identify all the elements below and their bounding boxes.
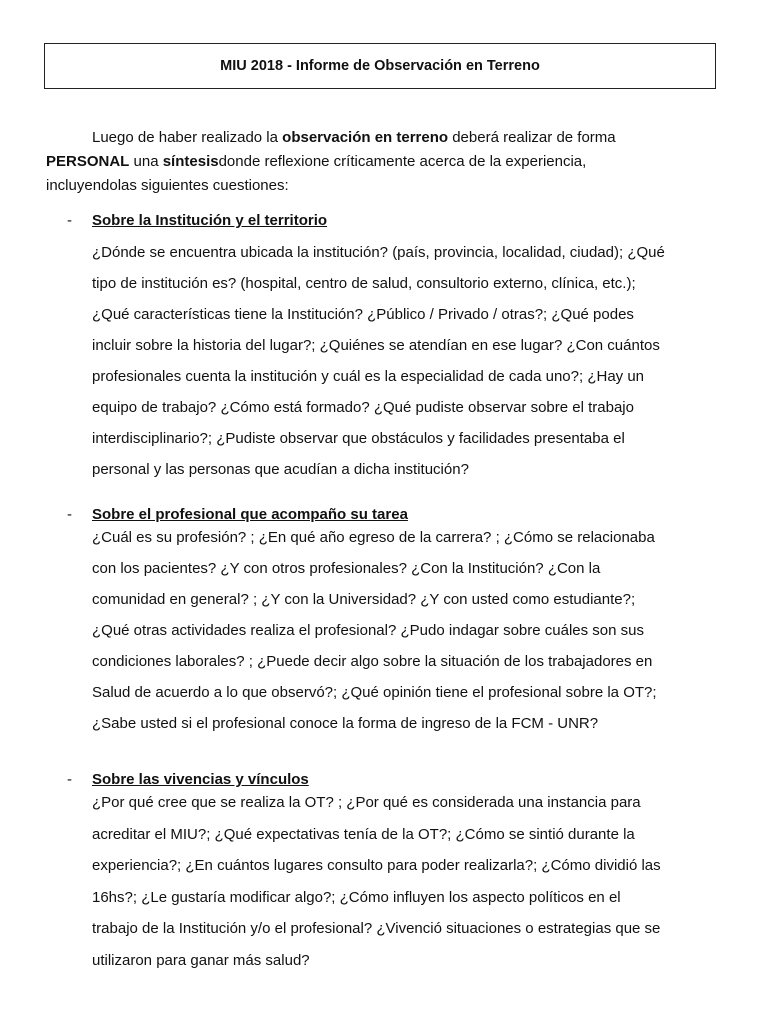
section-line: equipo de trabajo? ¿Cómo está formado? ¿Qué pudiste observar sobre el trabajo xyxy=(92,399,634,416)
section-body xyxy=(92,787,732,976)
section-body xyxy=(92,237,732,485)
document-title-box xyxy=(44,43,716,89)
intro-bold-text: síntesis xyxy=(162,153,219,170)
section-line: interdisciplinario?; ¿Pudiste observar que obstáculos y facilidades presentaba el xyxy=(92,430,625,447)
section-line: 16hs?; ¿Le gustaría modificar algo?; ¿Cómo influyen los aspecto políticos en el xyxy=(92,888,621,906)
section-line: utilizaron para ganar más salud? xyxy=(92,951,310,969)
section-bullet: - xyxy=(67,506,72,523)
section-line: incluir sobre la historia del lugar?; ¿Quiénes se atendían en ese lugar? ¿Con cuántos xyxy=(92,337,660,354)
section-line: Salud de acuerdo a lo que observó?; ¿Qué opinión tiene el profesional sobre la OT?; xyxy=(92,684,657,701)
intro-text: donde reflexione críticamente acerca de la experiencia, xyxy=(218,153,587,170)
section-line: personal y las personas que acudían a dicha institución? xyxy=(92,461,469,478)
intro-text: Luego de haber realizado la xyxy=(92,129,283,146)
section-heading: Sobre las vivencias y vínculos xyxy=(92,771,309,788)
intro-line-1 xyxy=(46,126,726,150)
section-line: ¿Cuál es su profesión? ; ¿En qué año egreso de la carrera? ; ¿Cómo se relacionaba xyxy=(92,529,655,546)
section-body xyxy=(92,522,732,739)
section-bullet: - xyxy=(67,212,72,229)
intro-bold-text: PERSONAL xyxy=(46,153,130,170)
section-line: acreditar el MIU?; ¿Qué expectativas tenía de la OT?; ¿Cómo se sintió durante la xyxy=(92,825,635,843)
section-line: trabajo de la Institución y/o el profesional? ¿Vivenció situaciones o estrategias que se xyxy=(92,920,661,937)
section-line: ¿Qué otras actividades realiza el profesional? ¿Pudo indagar sobre cuáles son sus xyxy=(92,622,644,639)
intro-line-2 xyxy=(46,150,726,174)
section-bullet: - xyxy=(67,771,72,788)
section-heading: Sobre la Institución y el territorio xyxy=(92,212,328,229)
section-line: tipo de institución es? (hospital, centro de salud, consultorio externo, clínica, etc.); xyxy=(92,275,636,292)
intro-bold-text: observación en terreno xyxy=(282,129,449,146)
section-line: experiencia?; ¿En cuántos lugares consulto para poder realizarla?; ¿Cómo dividió las xyxy=(92,857,661,874)
intro-text: deberá realizar de forma xyxy=(448,129,616,146)
section-line: ¿Por qué cree que se realiza la OT? ; ¿Por qué es considerada una instancia para xyxy=(92,794,641,811)
document-title: MIU 2018 - Informe de Observación en Terreno xyxy=(220,58,540,74)
section-line: ¿Sabe usted si el profesional conoce la forma de ingreso de la FCM - UNR? xyxy=(92,715,599,732)
section-line: ¿Qué características tiene la Institución? ¿Público / Privado / otras?; ¿Qué podes xyxy=(92,306,634,323)
section-line: profesionales cuenta la institución y cuál es la especialidad de cada uno?; ¿Hay un xyxy=(92,368,645,385)
intro-text: una xyxy=(129,153,163,170)
section-line: con los pacientes? ¿Y con otros profesionales? ¿Con la Institución? ¿Con la xyxy=(92,560,601,577)
intro-line-3: incluyendolas siguientes cuestiones: xyxy=(46,177,289,194)
section-line: comunidad en general? ; ¿Y con la Universidad? ¿Y con usted como estudiante?; xyxy=(92,591,636,608)
intro-paragraph xyxy=(46,126,726,198)
section-line: ¿Dónde se encuentra ubicada la institución? (país, provincia, localidad, ciudad); ¿Qué xyxy=(92,244,665,261)
section-heading: Sobre el profesional que acompaño su tarea xyxy=(92,506,408,523)
section-line: condiciones laborales? ; ¿Puede decir algo sobre la situación de los trabajadores en xyxy=(92,653,653,670)
